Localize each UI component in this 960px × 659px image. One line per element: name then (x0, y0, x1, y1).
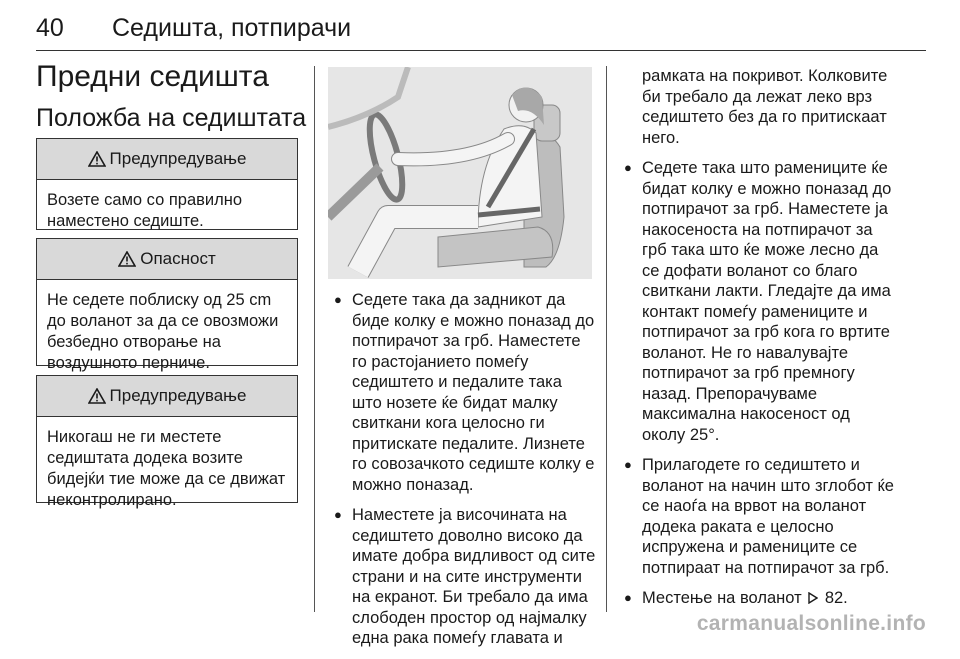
warning-box-text: Возете само со правилно наместено седиште. (47, 191, 243, 230)
page-reference-icon (808, 592, 818, 604)
footer-watermark: carmanualsonline.info (696, 612, 926, 635)
seat-position-illustration (328, 67, 592, 279)
middle-bullet-list (334, 290, 596, 659)
danger-box-title: Опасност (140, 249, 216, 268)
list-item: ● Прилагодете го седиштето и воланот на начин што зглобот ќе се наоѓа на врвот на воланот додека раката е целосно испружена и рамениците се потпираат на потпирачот за грб. (624, 455, 894, 578)
page-header (36, 6, 926, 51)
warning-triangle-icon (88, 151, 106, 167)
danger-box-header (37, 239, 297, 280)
subsection-title: Положба на седиштата (36, 104, 307, 132)
chapter-title: Седишта, потпирачи (112, 14, 352, 42)
list-item (624, 588, 894, 609)
warning-box-header (37, 376, 297, 417)
list-item: ● Наместете ја височината на седиштето доволно високо да имате добра видливост од сите страни и на сите инструменти на екранот. Би требало да има слободен простор од најмалку една рака помеѓу главата и (334, 505, 596, 649)
list-item: ● Седете така да задникот да биде колку е можно поназад до потпирачот за грб. Наместете го растојанието помеѓу седиштето и педалите така што нозете ќе бидат малку свиткани кога целосно ги притискате педалите. Лизнете го совозачкото седиште колку е можно поназад. (334, 290, 596, 495)
warning-box-2 (36, 375, 298, 509)
page-number: 40 (36, 14, 64, 42)
section-title: Предни седишта (36, 60, 269, 93)
danger-box (36, 238, 298, 372)
cross-reference-page: 82. (824, 589, 848, 607)
column-divider (314, 66, 315, 612)
warning-box-1 (36, 138, 298, 230)
cross-reference-text: Местење на воланот (642, 589, 802, 607)
warning-triangle-icon (88, 388, 106, 404)
list-item-continuation: рамката на покривот. Колковите би требало да лежат леко врз седиштето без да го притискаат него. (642, 67, 888, 147)
warning-triangle-icon (118, 251, 136, 267)
danger-box-text: Не седете поблиску од 25 cm до воланот за да се овозможи безбедно отворање на воздушното перниче. (47, 291, 279, 372)
warning-box-title: Предупредување (109, 386, 247, 405)
warning-box-text: Никогаш не ги местете седиштата додека возите бидејќи тие може да се движат неконтролирано. (47, 428, 286, 509)
warning-box-title: Предупредување (109, 149, 247, 168)
column-divider (606, 66, 607, 612)
list-item: ● Седете така што рамениците ќе бидат колку е можно поназад до потпирачот за грб. Наместете ја накосеноста на потпирачот за грб така што ќе може лесно да се дофати воланот со благо свиткани лакти. Гледајте да има контакт помеѓу рамениците и потпирачот за грб кога го вртите воланот. Не го навалувајте потпирачот за грб премногу назад. Препорачуваме максимална накосеност од околу 25°. (624, 158, 894, 445)
right-bullet-list (624, 66, 894, 619)
warning-box-header (37, 139, 297, 180)
